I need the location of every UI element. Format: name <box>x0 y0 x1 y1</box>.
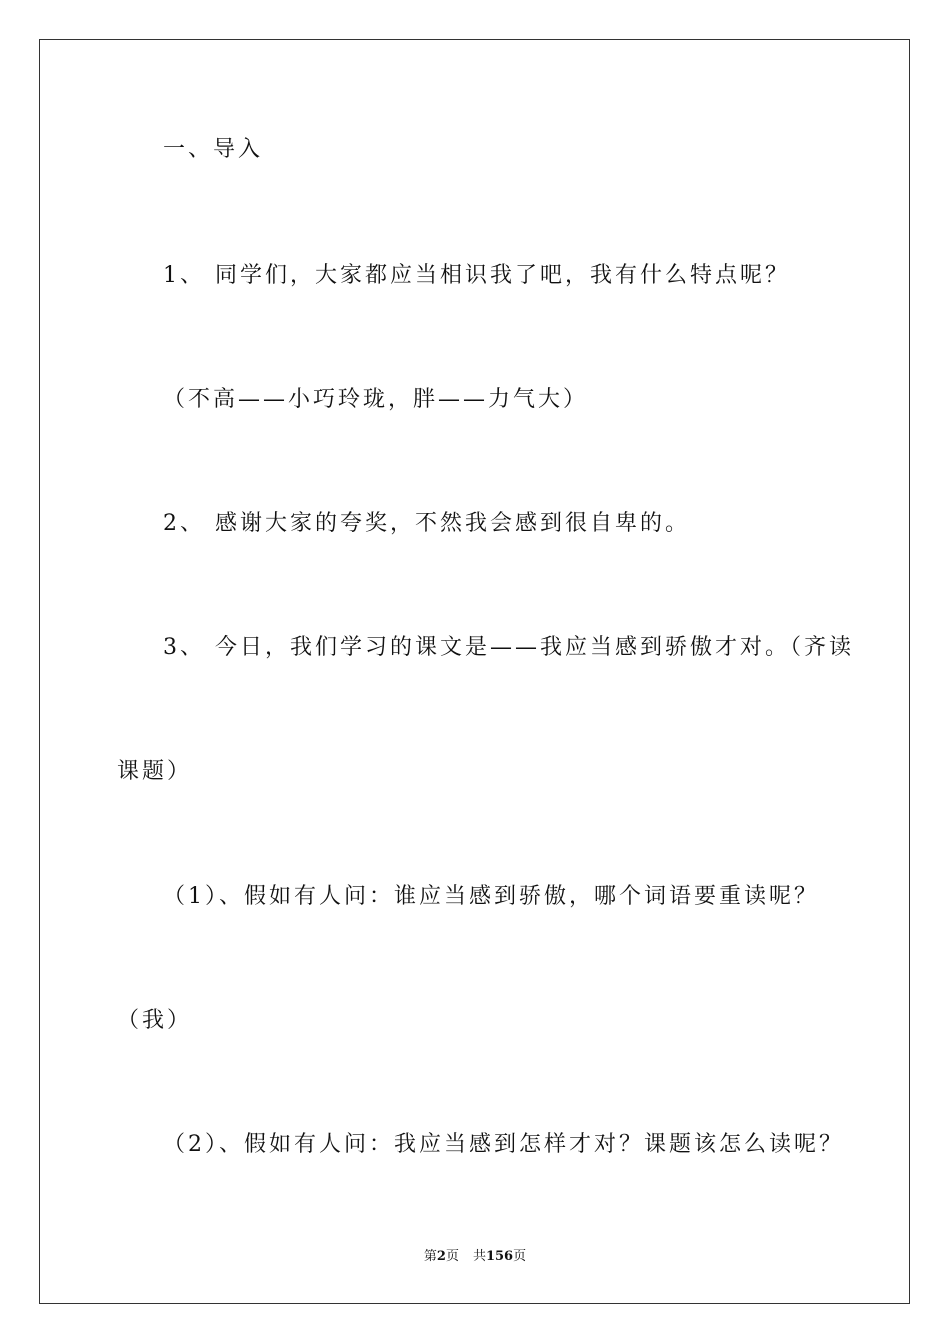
paragraph-item-3-continued: 课题） <box>117 759 193 784</box>
footer-total-pages: 156 <box>485 1249 514 1264</box>
footer-total-suffix: 页 <box>513 1249 527 1264</box>
footer-page-prefix: 第 <box>423 1249 437 1264</box>
paragraph-sub-item-2: （2）、假如有人问：我应当感到怎样才对？课题该怎么读呢？ <box>163 1132 844 1157</box>
footer-page-number: 2 <box>436 1249 446 1264</box>
paragraph-sub-item-1-answer: （我） <box>117 1008 193 1033</box>
paragraph-item-1: 1、 同学们，大家都应当相识我了吧，我有什么特点呢？ <box>163 263 790 288</box>
paragraph-sub-item-1: （1）、假如有人问：谁应当感到骄傲，哪个词语要重读呢？ <box>163 884 819 909</box>
footer-total-prefix: 共 <box>472 1249 486 1264</box>
heading-intro: 一、导入 <box>163 137 264 162</box>
page-border <box>39 39 910 1304</box>
page-footer <box>0 1248 950 1266</box>
footer-page-suffix: 页 <box>445 1249 459 1264</box>
paragraph-note-1: （不高——小巧玲珑，胖——力气大） <box>163 387 589 412</box>
paragraph-item-2: 2、 感谢大家的夸奖，不然我会感到很自卑的。 <box>163 511 690 536</box>
paragraph-item-3: 3、 今日，我们学习的课文是——我应当感到骄傲才对。（齐读 <box>163 635 854 660</box>
